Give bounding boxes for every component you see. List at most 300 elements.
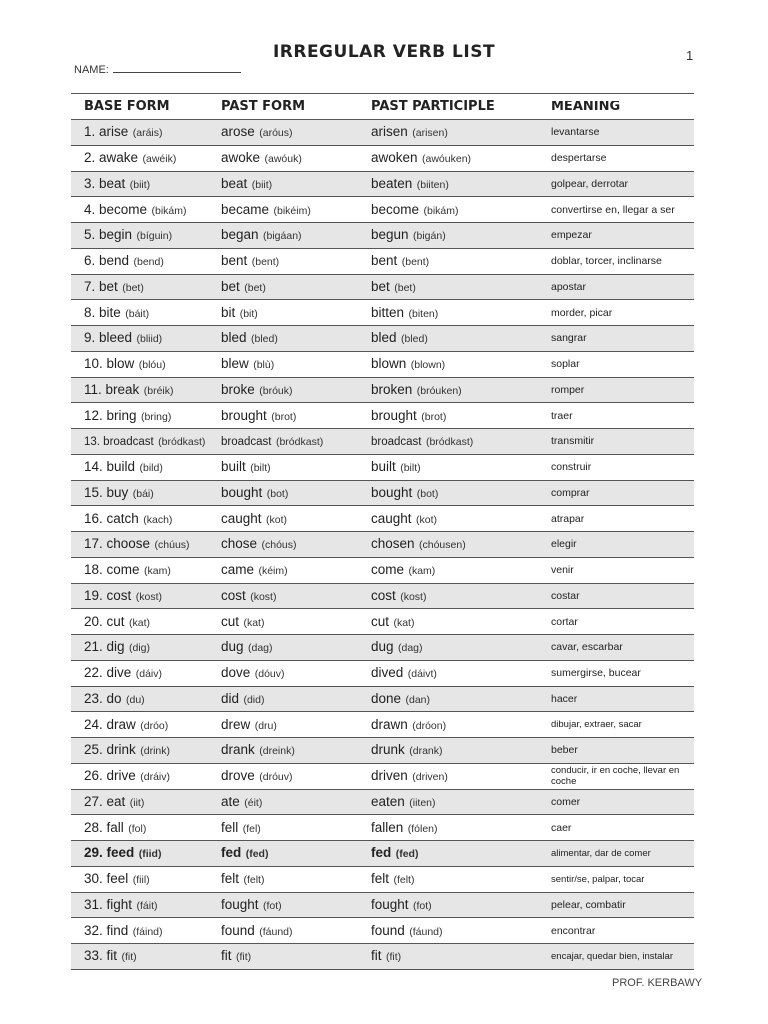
verb-word: 32. find	[84, 922, 129, 938]
pronunciation: (bíguin)	[136, 230, 173, 243]
pronunciation: (bróuk)	[259, 384, 293, 397]
verb-word: 24. draw	[84, 716, 136, 732]
verb-word: awoke	[221, 150, 261, 166]
verb-word: cost	[371, 587, 396, 603]
meaning-cell: sangrar	[551, 332, 587, 345]
table-row	[71, 841, 694, 867]
name-field	[74, 62, 241, 76]
table-row	[71, 429, 694, 455]
verb-word: bet	[221, 278, 240, 294]
verb-word: arose	[221, 124, 255, 140]
verb-word: 18. come	[84, 562, 140, 578]
name-label: NAME:	[74, 64, 109, 76]
pronunciation: (dóuv)	[254, 668, 285, 681]
base-form-cell	[71, 458, 221, 476]
pronunciation: (chúus)	[154, 539, 190, 552]
table-row	[71, 300, 694, 326]
verb-word: fallen	[371, 819, 404, 835]
meaning-cell: cortar	[551, 615, 578, 628]
past-participle-cell	[371, 355, 551, 373]
pronunciation: (fáit)	[136, 899, 158, 912]
past-form-cell	[221, 922, 371, 940]
verb-word: 25. drink	[84, 742, 136, 758]
past-form-cell	[221, 226, 371, 244]
past-participle-cell	[371, 175, 551, 193]
pronunciation: (bring)	[141, 410, 172, 423]
verb-word: broadcast	[371, 436, 422, 449]
past-form-cell	[221, 819, 371, 837]
past-participle-cell	[371, 819, 551, 837]
verb-word: dived	[371, 665, 404, 681]
past-form-cell	[221, 278, 371, 296]
pronunciation: (kost)	[250, 590, 277, 603]
past-participle-cell	[371, 613, 551, 631]
pronunciation: (bent)	[251, 256, 280, 269]
meaning-cell: alimentar, dar de comer	[551, 847, 651, 859]
past-form-cell	[221, 638, 371, 656]
verb-word: dug	[221, 639, 244, 655]
pronunciation: (bend)	[133, 256, 164, 269]
pronunciation: (biit)	[129, 178, 151, 191]
pronunciation: (biiten)	[416, 178, 449, 191]
verb-word: bet	[371, 278, 390, 294]
table-row	[71, 738, 694, 764]
verb-word: beaten	[371, 175, 413, 191]
verb-word: bit	[221, 304, 236, 320]
past-form-cell	[221, 741, 371, 759]
past-form-cell	[221, 175, 371, 193]
pronunciation: (chóusen)	[419, 539, 466, 552]
meaning-cell: conducir, ir en coche, llevar en coche	[551, 765, 680, 788]
verb-word: 13. broadcast	[84, 436, 154, 449]
pronunciation: (bet)	[394, 281, 416, 294]
meaning-cell: sentir/se, palpar, tocar	[551, 873, 645, 885]
pronunciation: (bilt)	[250, 462, 271, 475]
verb-word: 17. choose	[84, 536, 151, 552]
pronunciation: (awóuk)	[264, 153, 302, 166]
pronunciation: (blóu)	[138, 359, 166, 372]
meaning-cell: caer	[551, 821, 572, 834]
pronunciation: (kat)	[243, 616, 265, 629]
verb-word: 6. bend	[84, 253, 130, 269]
meaning-cell: encontrar	[551, 924, 596, 937]
table-row	[71, 120, 694, 146]
past-form-cell	[221, 123, 371, 141]
meaning-cell: doblar, torcer, inclinarse	[551, 255, 662, 268]
meaning-cell: levantarse	[551, 126, 600, 139]
past-form-cell	[221, 329, 371, 347]
header-base-form: BASE FORM	[84, 99, 170, 114]
verb-word: brought	[371, 407, 417, 423]
verb-word: 12. bring	[84, 407, 137, 423]
base-form-cell	[71, 252, 221, 270]
table-row	[71, 584, 694, 610]
pronunciation: (bot)	[416, 487, 439, 500]
verb-word: built	[371, 459, 396, 475]
base-form-cell	[71, 716, 221, 734]
past-form-cell	[221, 407, 371, 425]
verb-word: bent	[371, 253, 398, 269]
verb-word: 11. break	[84, 381, 140, 397]
pronunciation: (dróuv)	[259, 771, 293, 784]
past-form-cell	[221, 896, 371, 914]
past-form-cell	[221, 510, 371, 528]
pronunciation: (bled)	[400, 333, 428, 346]
meaning-cell: comer	[551, 795, 581, 808]
pronunciation: (did)	[243, 693, 265, 706]
pronunciation: (iiten)	[409, 796, 436, 809]
pronunciation: (dig)	[129, 642, 151, 655]
verb-word: 20. cut	[84, 613, 125, 629]
base-form-cell	[71, 329, 221, 347]
verb-word: 8. bite	[84, 304, 121, 320]
verb-word: 15. buy	[84, 484, 129, 500]
pronunciation: (kost)	[135, 590, 162, 603]
pronunciation: (dreink)	[259, 745, 295, 758]
pronunciation: (kot)	[416, 513, 437, 526]
base-form-cell	[71, 896, 221, 914]
pronunciation: (dan)	[405, 693, 431, 706]
pronunciation: (aróus)	[259, 127, 293, 140]
verb-word: broadcast	[221, 436, 272, 449]
pronunciation: (dróon)	[412, 719, 447, 732]
header-meaning: MEANING	[551, 100, 621, 113]
pronunciation: (kach)	[143, 513, 173, 526]
past-participle-cell	[371, 793, 551, 811]
pronunciation: (fel)	[242, 822, 261, 835]
past-form-cell	[221, 690, 371, 708]
verb-word: 30. feel	[84, 871, 129, 887]
verb-word: 10. blow	[84, 356, 135, 372]
past-form-cell	[221, 252, 371, 270]
verb-word: ate	[221, 793, 240, 809]
pronunciation: (brot)	[271, 410, 297, 423]
past-participle-cell	[371, 226, 551, 244]
verb-word: broke	[221, 381, 255, 397]
past-participle-cell	[371, 535, 551, 553]
meaning-cell: hacer	[551, 692, 578, 705]
past-participle-cell	[371, 304, 551, 322]
verb-word: blew	[221, 356, 249, 372]
base-form-cell	[71, 922, 221, 940]
meaning-cell: construir	[551, 461, 592, 474]
table-row	[71, 790, 694, 816]
verb-word: drove	[221, 768, 255, 784]
pronunciation: (dáivt)	[407, 668, 437, 681]
pronunciation: (dag)	[397, 642, 423, 655]
pronunciation: (felt)	[243, 874, 265, 887]
pronunciation: (bróuken)	[416, 384, 462, 397]
pronunciation: (bent)	[401, 256, 430, 269]
table-row	[71, 918, 694, 944]
base-form-cell	[71, 664, 221, 682]
page-number: 1	[686, 48, 694, 63]
base-form-cell	[71, 510, 221, 528]
base-form-cell	[71, 638, 221, 656]
pronunciation: (bled)	[250, 333, 278, 346]
name-line	[113, 62, 241, 73]
verb-word: fought	[371, 896, 409, 912]
past-participle-cell	[371, 664, 551, 682]
base-form-cell	[71, 741, 221, 759]
verb-word: drunk	[371, 742, 405, 758]
verb-word: done	[371, 690, 402, 706]
verb-word: 33. fit	[84, 948, 118, 964]
verb-word: 3. beat	[84, 175, 126, 191]
past-participle-cell	[371, 690, 551, 708]
base-form-cell	[71, 226, 221, 244]
pronunciation: (bilt)	[400, 462, 421, 475]
past-participle-cell	[371, 458, 551, 476]
pronunciation: (bréik)	[143, 384, 174, 397]
pronunciation: (fit)	[385, 951, 402, 964]
pronunciation: (iit)	[129, 796, 145, 809]
verb-word: drew	[221, 716, 251, 732]
verb-word: found	[371, 922, 405, 938]
base-form-cell	[71, 304, 221, 322]
meaning-cell: traer	[551, 409, 573, 422]
meaning-cell: convertirse en, llegar a ser	[551, 203, 675, 216]
table-row	[71, 635, 694, 661]
past-participle-cell	[371, 484, 551, 502]
verb-word: drank	[221, 742, 255, 758]
past-form-cell	[221, 561, 371, 579]
pronunciation: (du)	[126, 693, 145, 706]
verb-word: fed	[221, 845, 242, 861]
table-row	[71, 661, 694, 687]
verb-word: came	[221, 562, 255, 578]
pronunciation: (bet)	[244, 281, 266, 294]
table-row	[71, 275, 694, 301]
pronunciation: (fólen)	[407, 822, 438, 835]
meaning-cell: encajar, quedar bien, instalar	[551, 950, 673, 962]
past-form-cell	[221, 587, 371, 605]
past-participle-cell	[371, 716, 551, 734]
verb-word: bent	[221, 253, 248, 269]
table-row	[71, 352, 694, 378]
verb-word: bled	[371, 330, 397, 346]
pronunciation: (kéim)	[258, 565, 288, 578]
pronunciation: (awéik)	[142, 153, 177, 166]
table-row	[71, 532, 694, 558]
pronunciation: (driven)	[412, 771, 448, 784]
header-past-form: PAST FORM	[221, 99, 306, 114]
header-past-participle: PAST PARTICIPLE	[371, 99, 495, 114]
verb-word: 23. do	[84, 690, 122, 706]
meaning-cell: romper	[551, 383, 585, 396]
table-row	[71, 609, 694, 635]
base-form-cell	[71, 690, 221, 708]
pronunciation: (bródkast)	[275, 436, 324, 449]
base-form-cell	[71, 793, 221, 811]
past-participle-cell	[371, 844, 551, 862]
table-row	[71, 867, 694, 893]
past-participle-cell	[371, 561, 551, 579]
verb-word: 4. become	[84, 201, 148, 217]
past-participle-cell	[371, 123, 551, 141]
pronunciation: (fáund)	[409, 925, 443, 938]
past-form-cell	[221, 870, 371, 888]
verb-word: cut	[221, 613, 240, 629]
verb-word: 21. dig	[84, 639, 125, 655]
meaning-cell: sumergirse, bucear	[551, 667, 641, 680]
pronunciation: (fed)	[245, 848, 269, 861]
past-participle-cell	[371, 510, 551, 528]
pronunciation: (biten)	[408, 307, 439, 320]
meaning-cell: elegir	[551, 538, 577, 551]
base-form-cell	[71, 819, 221, 837]
base-form-cell	[71, 175, 221, 193]
pronunciation: (bit)	[239, 307, 258, 320]
pronunciation: (fáind)	[132, 925, 163, 938]
verb-word: built	[221, 459, 246, 475]
past-participle-cell	[371, 767, 551, 785]
past-participle-cell	[371, 638, 551, 656]
verb-word: 5. begin	[84, 227, 133, 243]
meaning-cell: morder, picar	[551, 306, 613, 319]
past-participle-cell	[371, 870, 551, 888]
base-form-cell	[71, 381, 221, 399]
pronunciation: (bigáan)	[263, 230, 302, 243]
verb-word: brought	[221, 407, 267, 423]
pronunciation: (kost)	[400, 590, 427, 603]
past-form-cell	[221, 304, 371, 322]
meaning-cell: venir	[551, 564, 574, 577]
pronunciation: (dráiv)	[140, 771, 170, 784]
pronunciation: (blù)	[253, 359, 275, 372]
pronunciation: (chóus)	[261, 539, 297, 552]
table-row	[71, 506, 694, 532]
base-form-cell	[71, 201, 221, 219]
past-form-cell	[221, 201, 371, 219]
pronunciation: (felt)	[393, 874, 415, 887]
verb-word: 7. bet	[84, 278, 118, 294]
verb-word: 29. feed	[84, 845, 135, 861]
verb-word: broken	[371, 381, 413, 397]
meaning-cell: atrapar	[551, 512, 585, 525]
meaning-cell: apostar	[551, 280, 587, 293]
meaning-cell: empezar	[551, 229, 592, 242]
table-row	[71, 172, 694, 198]
table-row	[71, 249, 694, 275]
pronunciation: (bái)	[132, 487, 154, 500]
verb-word: driven	[371, 768, 408, 784]
verb-word: fed	[371, 845, 392, 861]
meaning-cell: beber	[551, 744, 578, 757]
verb-word: 31. fight	[84, 896, 133, 912]
verb-word: felt	[221, 871, 240, 887]
verb-word: fought	[221, 896, 259, 912]
verb-word: cost	[221, 587, 246, 603]
past-form-cell	[221, 149, 371, 167]
past-form-cell	[221, 767, 371, 785]
verb-word: did	[221, 690, 240, 706]
pronunciation: (bild)	[139, 462, 163, 475]
verb-word: 2. awake	[84, 150, 139, 166]
pronunciation: (fit)	[121, 951, 137, 964]
table-row	[71, 481, 694, 507]
base-form-cell	[71, 870, 221, 888]
base-form-cell	[71, 484, 221, 502]
verb-word: fit	[221, 948, 232, 964]
verb-word: bled	[221, 330, 247, 346]
meaning-cell: soplar	[551, 358, 580, 371]
pronunciation: (dru)	[254, 719, 277, 732]
base-form-cell	[71, 149, 221, 167]
meaning-cell: cavar, escarbar	[551, 641, 623, 654]
base-form-cell	[71, 947, 221, 965]
base-form-cell	[71, 278, 221, 296]
past-form-cell	[221, 432, 371, 450]
pronunciation: (kam)	[143, 565, 171, 578]
table-body	[71, 120, 694, 970]
verb-word: eaten	[371, 793, 405, 809]
pronunciation: (bigán)	[413, 230, 446, 243]
past-participle-cell	[371, 149, 551, 167]
footer-author: PROF. KERBAWY	[612, 977, 703, 989]
past-participle-cell	[371, 278, 551, 296]
verb-word: beat	[221, 175, 248, 191]
past-form-cell	[221, 458, 371, 476]
past-participle-cell	[371, 252, 551, 270]
table-row	[71, 378, 694, 404]
past-participle-cell	[371, 407, 551, 425]
pronunciation: (kat)	[393, 616, 415, 629]
verb-word: 26. drive	[84, 768, 136, 784]
past-participle-cell	[371, 381, 551, 399]
past-form-cell	[221, 355, 371, 373]
past-form-cell	[221, 613, 371, 631]
verb-word: cut	[371, 613, 390, 629]
pronunciation: (kat)	[128, 616, 150, 629]
pronunciation: (bliid)	[136, 333, 163, 346]
verb-word: 19. cost	[84, 587, 132, 603]
base-form-cell	[71, 613, 221, 631]
verb-word: drawn	[371, 716, 408, 732]
past-form-cell	[221, 484, 371, 502]
table-row	[71, 687, 694, 713]
verb-word: 14. build	[84, 459, 136, 475]
verb-word: caught	[371, 510, 412, 526]
verb-word: become	[371, 201, 420, 217]
pronunciation: (fiil)	[132, 874, 150, 887]
table-header-row	[71, 94, 694, 120]
verb-word: arisen	[371, 124, 408, 140]
verb-word: chosen	[371, 536, 415, 552]
past-participle-cell	[371, 896, 551, 914]
table-row	[71, 764, 694, 790]
base-form-cell	[71, 767, 221, 785]
table-row	[71, 146, 694, 172]
verb-word: chose	[221, 536, 258, 552]
past-participle-cell	[371, 201, 551, 219]
pronunciation: (fol)	[128, 822, 147, 835]
verb-word: awoken	[371, 150, 418, 166]
verb-word: 1. arise	[84, 124, 129, 140]
past-form-cell	[221, 535, 371, 553]
past-participle-cell	[371, 922, 551, 940]
pronunciation: (báit)	[125, 307, 150, 320]
base-form-cell	[71, 432, 221, 450]
pronunciation: (kot)	[266, 513, 287, 526]
meaning-cell: despertarse	[551, 152, 607, 165]
table-row	[71, 403, 694, 429]
base-form-cell	[71, 123, 221, 141]
verb-word: began	[221, 227, 259, 243]
page-title: IRREGULAR VERB LIST	[272, 42, 496, 62]
past-form-cell	[221, 716, 371, 734]
pronunciation: (fiid)	[138, 848, 162, 861]
